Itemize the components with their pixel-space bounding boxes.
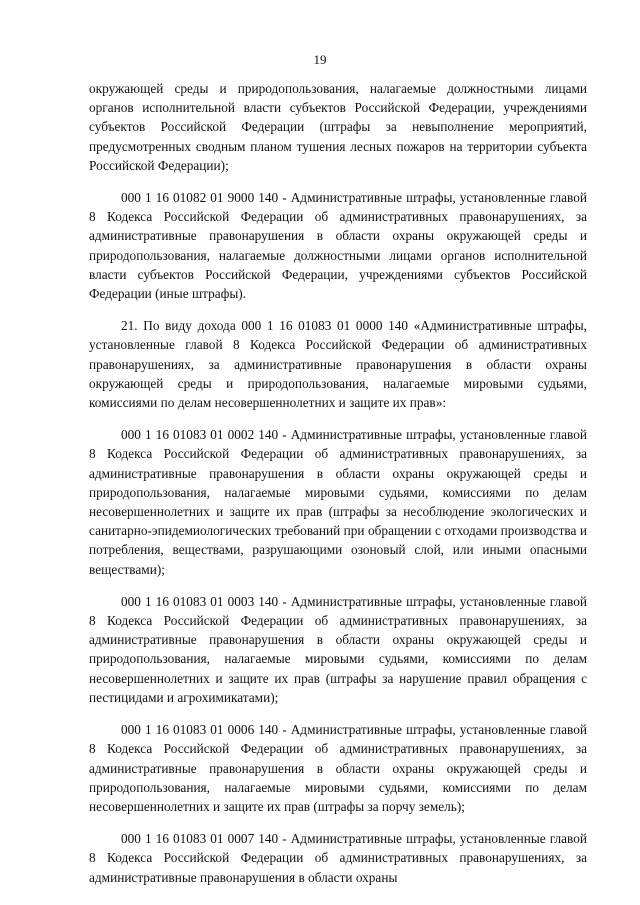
- paragraph-code-0002: 000 1 16 01083 01 0002 140 - Административные штрафы, установленные главой 8 Кодекса Российской Федерации об административных правонарушениях, за административные правонарушения в области охраны окружающей среды и природопользования, налагаемые мировыми судьями, комиссиями по делам несовершеннолетних и защите их прав (штрафы за несоблюдение экологических и санитарно-эпидемиологических требований при обращении с отходами производства и потребления, веществами, разрушающими озоновый слой, или иными опасными веществами);: [89, 427, 587, 577]
- document-body: [89, 79, 587, 900]
- paragraph-continuation: окружающей среды и природопользования, налагаемые должностными лицами органов исполнительной власти субъектов Российской Федерации, учреждениями субъектов Российской Федерации (штрафы за невыполнение мероприятий, предусмотренных сводным планом тушения лесных пожаров на территории субъекта Российской Федерации);: [89, 81, 587, 173]
- paragraph-code-0003: 000 1 16 01083 01 0003 140 - Административные штрафы, установленные главой 8 Кодекса Российской Федерации об административных правонарушениях, за административные правонарушения в области охраны окружающей среды и природопользования, налагаемые мировыми судьями, комиссиями по делам несовершеннолетних и защите их прав (штрафы за нарушение правил обращения с пестицидами и агрохимикатами);: [89, 593, 587, 705]
- paragraph-code-0006: 000 1 16 01083 01 0006 140 - Административные штрафы, установленные главой 8 Кодекса Российской Федерации об административных правонарушениях, за административные правонарушения в области охраны окружающей среды и природопользования, налагаемые мировыми судьями, комиссиями по делам несовершеннолетних и защите их прав (штрафы за порчу земель);: [89, 722, 587, 814]
- paragraph-code-0007: 000 1 16 01083 01 0007 140 - Административные штрафы, установленные главой 8 Кодекса Российской Федерации об административных правонарушениях, за административные правонарушения в области охраны: [89, 831, 587, 885]
- paragraph-code-9000: 000 1 16 01082 01 9000 140 - Административные штрафы, установленные главой 8 Кодекса Российской Федерации об административных правонарушениях, за административные правонарушения в области охраны окружающей среды и природопользования, налагаемые должностными лицами органов исполнительной власти субъектов Российской Федерации, учреждениями субъектов Российской Федерации (иные штрафы).: [89, 190, 587, 302]
- page-number: 19: [313, 52, 327, 67]
- paragraph-item-21: 21. По виду дохода 000 1 16 01083 01 0000 140 «Административные штрафы, установленные главой 8 Кодекса Российской Федерации об административных правонарушениях, за административные правонарушения в области охраны окружающей среды и природопользования, налагаемые мировыми судьями, комиссиями по делам несовершеннолетних и защите их прав»:: [89, 318, 587, 411]
